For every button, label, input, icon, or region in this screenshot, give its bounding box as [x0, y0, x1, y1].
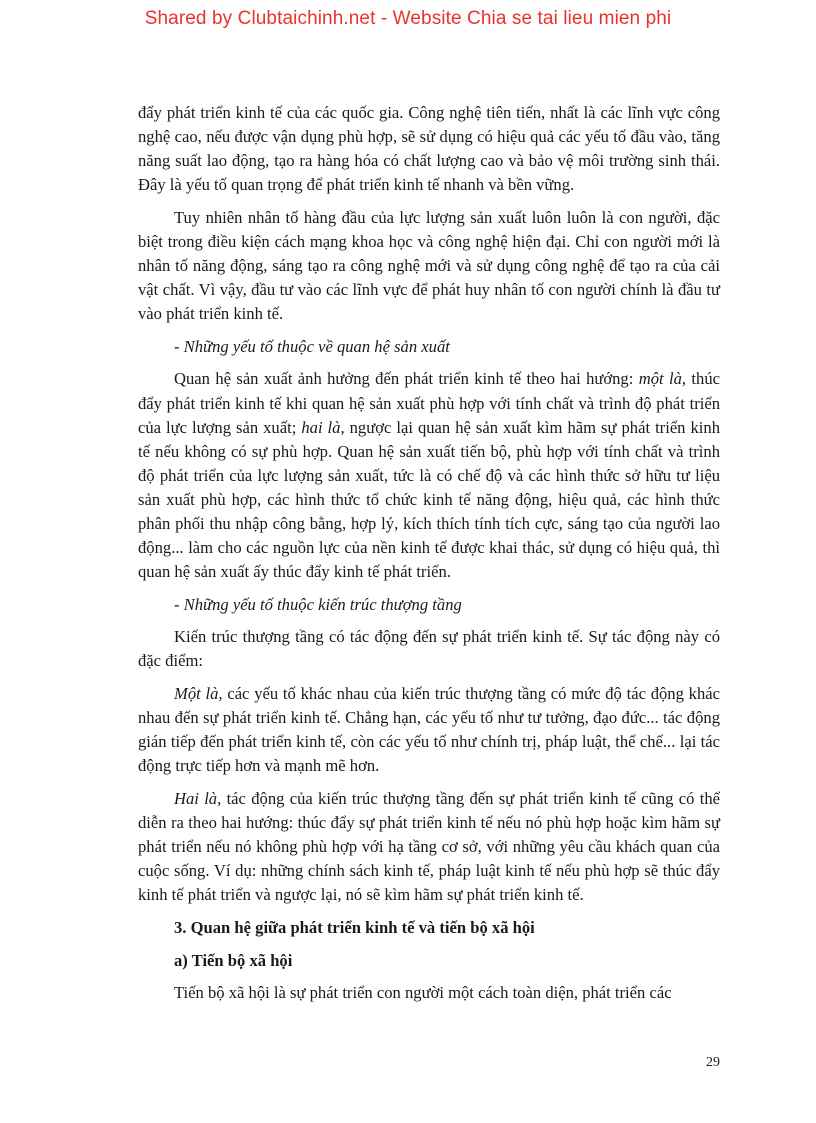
page-number: 29 [706, 1055, 720, 1070]
paragraph-second-point [138, 787, 720, 907]
paragraph-social-progress: Tiến bộ xã hội là sự phát triển con người một cách toàn diện, phát triển các [174, 983, 672, 1003]
text-run-italic: Hai là, [174, 788, 222, 808]
subheading-superstructure: - Những yếu tố thuộc kiến trúc thượng tầng [174, 594, 462, 614]
section-heading-3: 3. Quan hệ giữa phát triển kinh tế và tiến bộ xã hội [174, 917, 535, 937]
section-heading-3a: a) Tiến bộ xã hội [174, 950, 293, 970]
paragraph-first-point [138, 682, 720, 778]
paragraph-production-relations [138, 367, 720, 584]
page-body [138, 101, 720, 1014]
text-run: Quan hệ sản xuất ảnh hưởng đến phát triển kinh tế theo hai hướng: [174, 369, 639, 389]
paragraph-superstructure-intro: Kiến trúc thượng tầng có tác động đến sự phát triển kinh tế. Sự tác động này có đặc điểm: [138, 627, 720, 671]
text-run: , ngược lại quan hệ sản xuất kìm hãm sự phát triển kinh tế nếu không có sự phù hợp. Quan hệ sản xuất tiến bộ, phù hợp với tính chất và trình độ phát triển của lực lượng sản xuất, tức là có chế độ và các hình thức sở hữu tư liệu sản xuất phù hợp, các hình thức tổ chức kinh tế năng động, hiệu quả, các hình thức phân phối thu nhập công bằng, hợp lý, kích thích tính tích cực, sáng tạo của người lao động... làm cho các nguồn lực của nền kinh tế được khai thác, sử dụng có hiệu quả, thì quan hệ sản xuất ấy thúc đẩy kinh tế phát triển. [138, 417, 720, 582]
text-run: , thúc đẩy phát triển kinh tế khi quan hệ sản xuất phù hợp với tính chất và trình độ phát triển của lực lượng sản xuất; [138, 369, 721, 437]
text-run-italic: Một là, [174, 684, 223, 704]
paragraph-human-factor: Tuy nhiên nhân tố hàng đầu của lực lượng sản xuất luôn luôn là con người, đặc biệt trong điều kiện cách mạng khoa học và công nghệ hiện đại. Chỉ con người mới là nhân tố năng động, sáng tạo ra công nghệ mới và sử dụng công nghệ để tạo ra của cải vật chất. Vì vậy, đầu tư vào các lĩnh vực để phát huy nhân tố con người chính là đầu tư vào phát triển kinh tế. [138, 207, 720, 324]
text-run-italic: hai là [301, 417, 341, 437]
paragraph-technology: đẩy phát triển kinh tế của các quốc gia. Công nghệ tiên tiến, nhất là các lĩnh vực công nghệ cao, nếu được vận dụng phù hợp, sẽ sử dụng có hiệu quả các yếu tố đầu vào, tăng năng suất lao động, tạo ra hàng hóa có chất lượng cao và bảo vệ môi trường sinh thái. Đây là yếu tố quan trọng để phát triển kinh tế nhanh và bền vững. [138, 103, 720, 195]
text-run: các yếu tố khác nhau của kiến trúc thượng tầng có mức độ tác động khác nhau đến sự phát triển kinh tế. Chẳng hạn, các yếu tố như tư tưởng, đạo đức... tác động gián tiếp đến phát triển kinh tế, còn các yếu tố như chính trị, pháp luật, thể chế... lại tác động trực tiếp hơn và mạnh mẽ hơn. [138, 684, 720, 776]
subheading-production-relations: - Những yếu tố thuộc về quan hệ sản xuất [174, 336, 450, 356]
text-run-italic: một là [638, 369, 682, 389]
text-run: tác động của kiến trúc thượng tầng đến sự phát triển kinh tế cũng có thể diễn ra theo hai hướng: thúc đẩy sự phát triển kinh tế nếu nó phù hợp hoặc kìm hãm sự phát triển nếu nó không phù hợp với hạ tầng cơ sở, với những yêu cầu khách quan của cuộc sống. Ví dụ: những chính sách kinh tế, pháp luật kinh tế nếu phù hợp sẽ thúc đẩy kinh tế phát triển và ngược lại, nó sẽ kìm hãm sự phát triển kinh tế. [138, 788, 720, 905]
watermark: Shared by Clubtaichinh.net - Website Chia se tai lieu mien phi [144, 8, 672, 29]
